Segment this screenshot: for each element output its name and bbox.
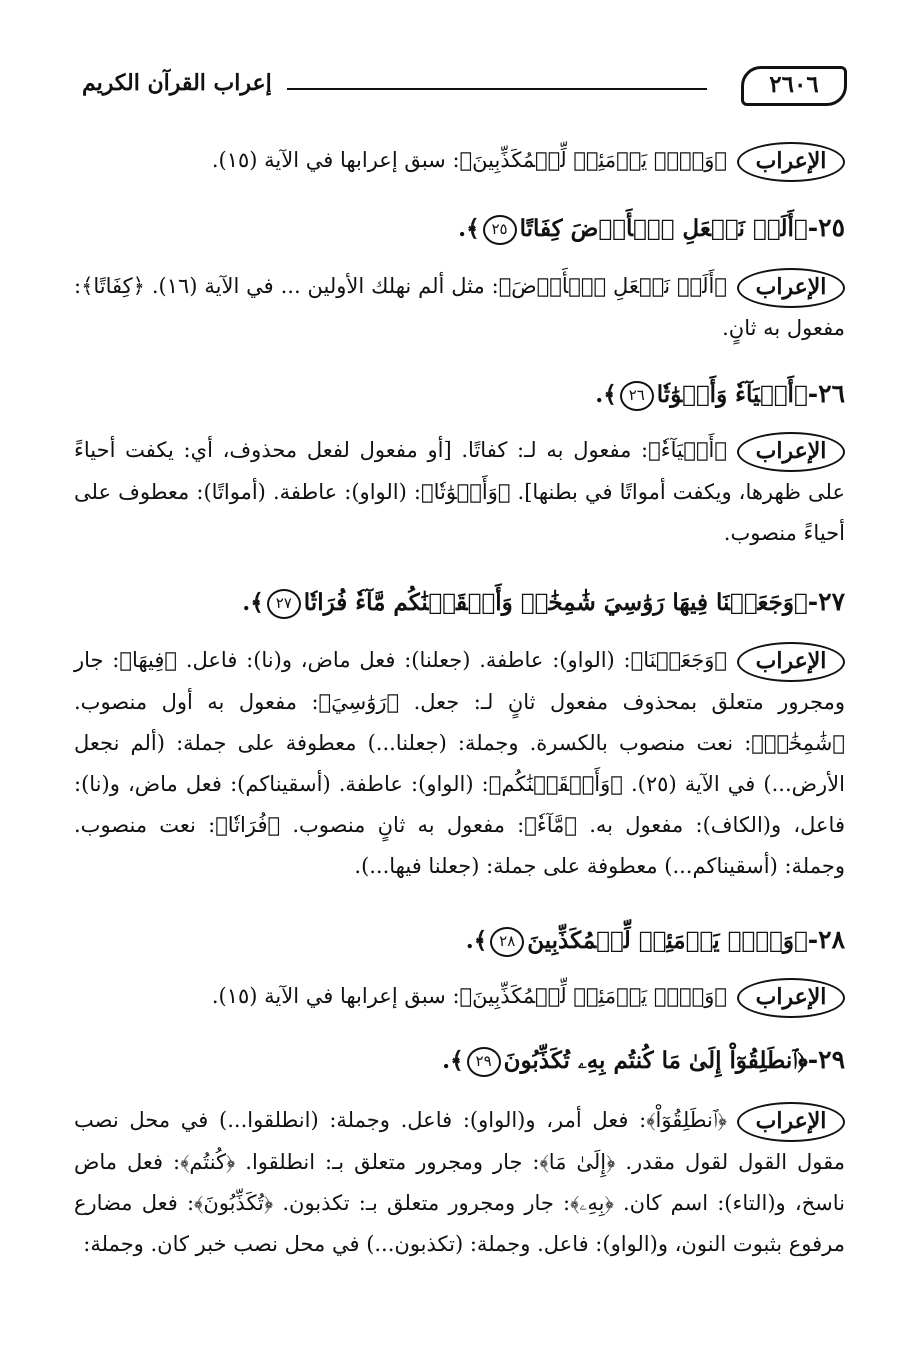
verse-number: ٢٧- xyxy=(807,587,845,616)
irab-paragraph xyxy=(74,430,845,554)
ayah-marker: ٢٥ xyxy=(483,215,517,245)
irab-label: الإعراب xyxy=(737,268,845,308)
irab-label: الإعراب xyxy=(737,432,845,472)
irab-text: ﴿وَيۡلٞ يَوۡمَئِذٖ لِّلۡمُكَذِّبِينَ﴾: سبق إعرابها في الآية (١٥). xyxy=(211,984,727,1008)
verse-number: ٢٨- xyxy=(807,925,845,954)
irab-label: الإعراب xyxy=(737,978,845,1018)
irab-paragraph xyxy=(74,266,845,349)
irab-text: ﴿وَجَعَلۡنَا﴾: (الواو): عاطفة. (جعلنا): فعل ماض، و(نا): فاعل. ﴿فِيهَا﴾: جار ومجرور متعلق بمحذوف مفعول ثانٍ لـ: جعل. ﴿رَوَٰسِيَ﴾: مفعول به أول منصوب. ﴿شَٰمِخَٰتٖ﴾: نعت منصوب بالكسرة. وجملة: (جعلنا...) معطوفة على جملة: (ألم نجعل الأرض...) في الآية (٢٥). ﴿وَأَسۡقَيۡنَٰكُم﴾: (الواو): عاطفة. (أسقيناكم): فعل ماض، و(نا): فاعل، و(الكاف): مفعول به. ﴿مَّآءٗ﴾: مفعول به ثانٍ منصوب. ﴿فُرَاتٗا﴾: نعت منصوب. وجملة: (أسقيناكم...) معطوفة على جملة: (جعلنا فيها...). xyxy=(74,648,845,878)
verse-text: ﴿ٱنطَلِقُوٓاْ إِلَىٰ مَا كُنتُم بِهِۦ تُكَذِّبُونَ xyxy=(503,1047,808,1074)
verse-number: ٢٦- xyxy=(807,379,845,408)
verse-text: ﴿أَحۡيَآءٗ وَأَمۡوَٰتٗا xyxy=(656,381,808,408)
irab-paragraph xyxy=(74,976,845,1018)
header-rule xyxy=(287,88,707,90)
verse-line: ٢٦-﴿أَحۡيَآءٗ وَأَمۡوَٰتٗا٢٦﴾. xyxy=(74,374,845,415)
irab-paragraph xyxy=(74,140,845,182)
verse-line: ٢٥-﴿أَلَمۡ نَجۡعَلِ ٱلۡأَرۡضَ كِفَاتًا٢٥﴾. xyxy=(74,208,845,249)
irab-paragraph xyxy=(74,640,845,887)
book-title: إعراب القرآن الكريم xyxy=(82,70,272,96)
page-number: ٢٦٠٦ xyxy=(741,66,847,106)
irab-text: ﴿أَحۡيَآءٗ﴾: مفعول به لـ: كفاتًا. [أو مفعول لفعل محذوف، أي: يكفت أحياءً على ظهرها، ويكفت أمواتًا في بطنها]. ﴿وَأَمۡوَٰتٗا﴾: (الواو): عاطفة. (أمواتًا): معطوف على أحياءً منصوب. xyxy=(74,438,845,545)
ayah-marker: ٢٦ xyxy=(620,381,654,411)
verse-text: ﴿وَجَعَلۡنَا فِيهَا رَوَٰسِيَ شَٰمِخَٰتٖ وَأَسۡقَيۡنَٰكُم مَّآءٗ فُرَاتٗا xyxy=(303,589,808,616)
ayah-marker: ٢٧ xyxy=(267,589,301,619)
ayah-marker: ٢٩ xyxy=(467,1047,501,1077)
irab-text: ﴿أَلَمۡ نَجۡعَلِ ٱلۡأَرۡضَ﴾: مثل ألم نهلك الأولين ... في الآية (١٦). ﴿كِفَاتًا﴾: مفعول به ثانٍ. xyxy=(74,274,845,340)
irab-label: الإعراب xyxy=(737,142,845,182)
page-header xyxy=(72,62,847,106)
verse-line: ٢٩-﴿ٱنطَلِقُوٓاْ إِلَىٰ مَا كُنتُم بِهِۦ تُكَذِّبُونَ٢٩﴾. xyxy=(74,1040,845,1081)
verse-number: ٢٥- xyxy=(807,213,845,242)
ayah-marker: ٢٨ xyxy=(490,927,524,957)
irab-label: الإعراب xyxy=(737,1102,845,1142)
irab-text: ﴿ٱنطَلِقُوٓاْ﴾: فعل أمر، و(الواو): فاعل. وجملة: (انطلقوا...) في محل نصب مقول القول لقول مقدر. ﴿إِلَىٰ مَا﴾: جار ومجرور متعلق بـ: انطلقوا. ﴿كُنتُم﴾: فعل ماض ناسخ، و(التاء): اسم كان. ﴿بِهِۦ﴾: جار ومجرور متعلق بـ: تكذبون. ﴿تُكَذِّبُونَ﴾: فعل مضارع مرفوع بثبوت النون، و(الواو): فاعل. وجملة: (تكذبون...) في محل نصب خبر كان. وجملة: xyxy=(74,1108,845,1256)
verse-line: ٢٧-﴿وَجَعَلۡنَا فِيهَا رَوَٰسِيَ شَٰمِخَٰتٖ وَأَسۡقَيۡنَٰكُم مَّآءٗ فُرَاتٗا٢٧﴾. xyxy=(74,582,845,623)
irab-label: الإعراب xyxy=(737,642,845,682)
irab-text: ﴿وَيۡلٞ يَوۡمَئِذٖ لِّلۡمُكَذِّبِينَ﴾: سبق إعرابها في الآية (١٥). xyxy=(211,148,727,172)
verse-line: ٢٨-﴿وَيۡلٞ يَوۡمَئِذٖ لِّلۡمُكَذِّبِينَ٢٨﴾. xyxy=(74,920,845,961)
irab-paragraph xyxy=(74,1100,845,1265)
verse-text: ﴿أَلَمۡ نَجۡعَلِ ٱلۡأَرۡضَ كِفَاتًا xyxy=(519,215,808,242)
verse-number: ٢٩- xyxy=(807,1045,845,1074)
verse-text: ﴿وَيۡلٞ يَوۡمَئِذٖ لِّلۡمُكَذِّبِينَ xyxy=(527,927,808,954)
